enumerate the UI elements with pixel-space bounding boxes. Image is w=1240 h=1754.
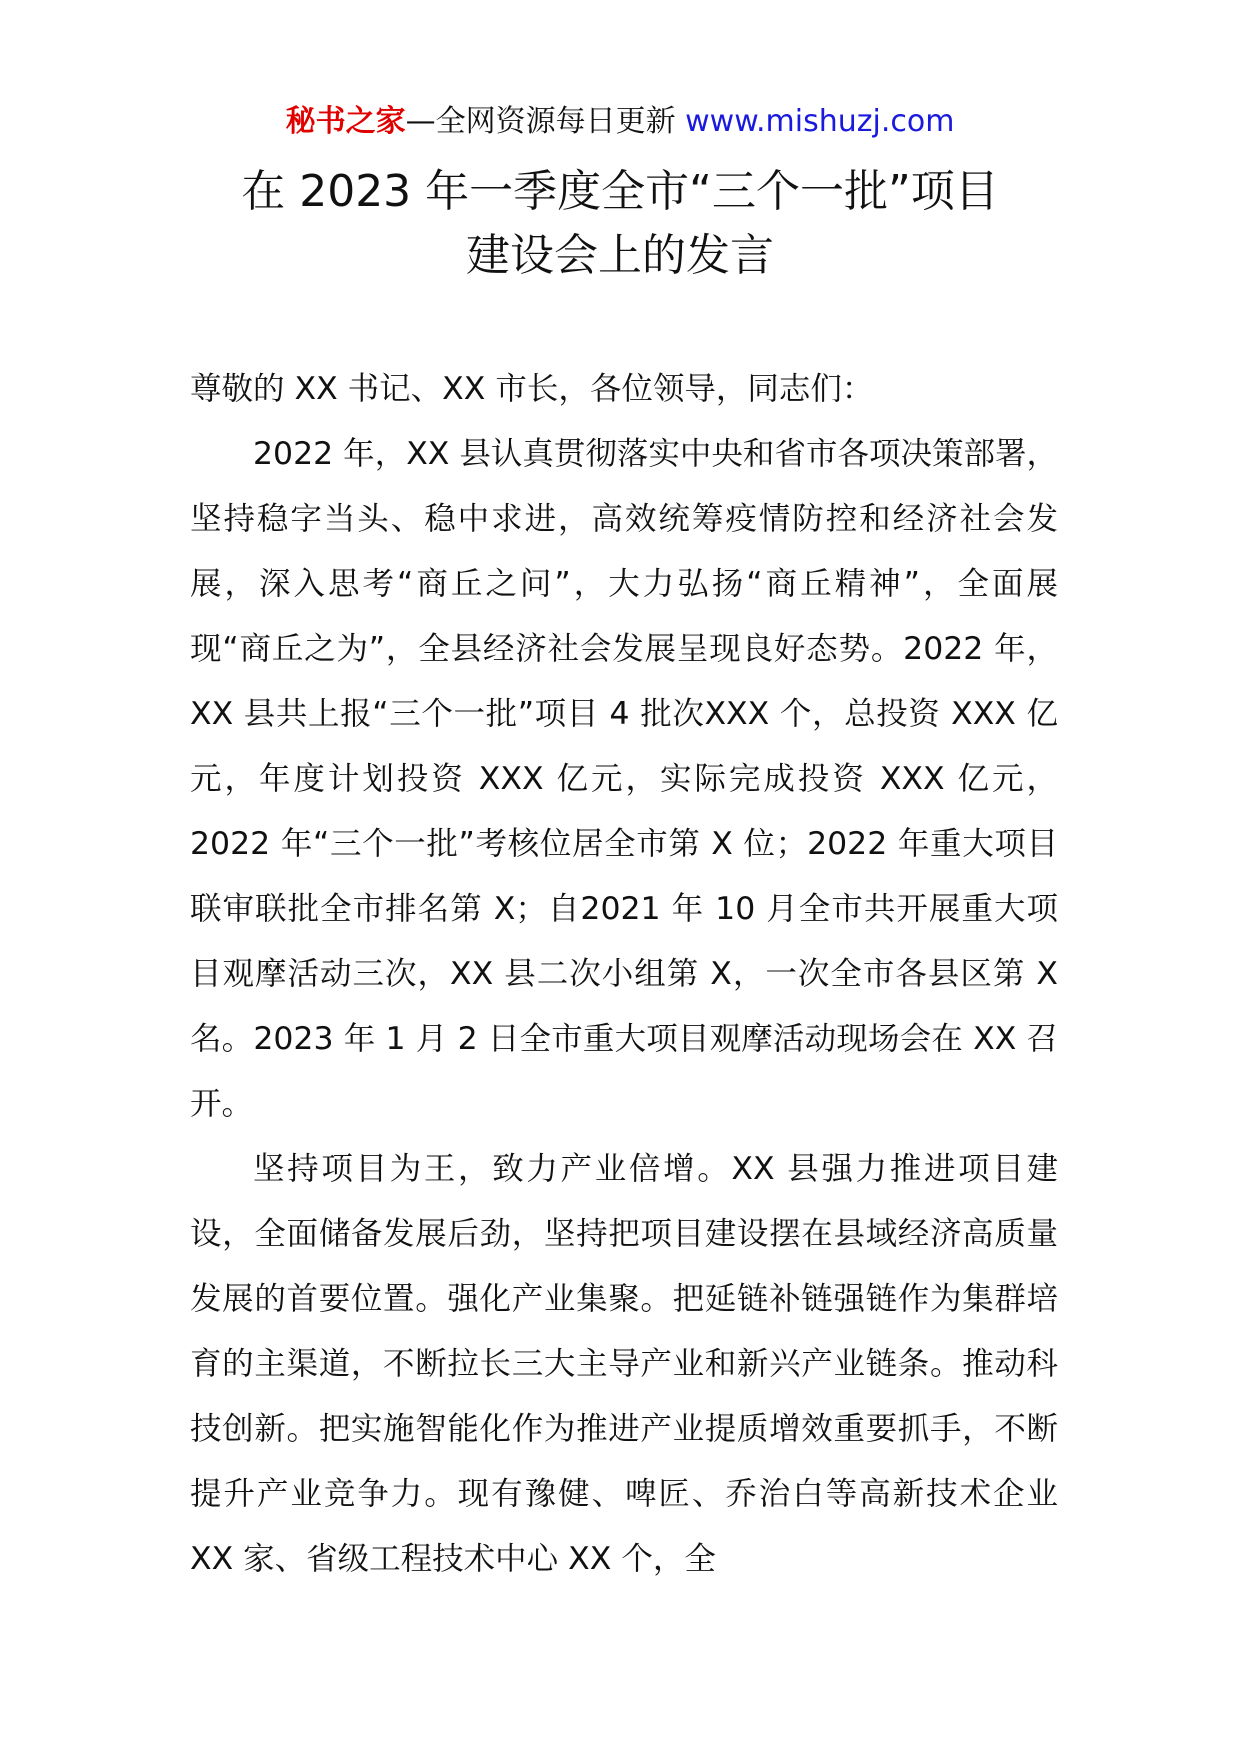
site-url-link[interactable]: www.mishuzj.com	[685, 104, 955, 139]
site-header	[0, 100, 1240, 144]
brand-name: 秘书之家	[285, 104, 406, 139]
body-paragraph: 坚持项目为王，致力产业倍增。XX 县强力推进项目建设，全面储备发展后劲，坚持把项目建设摆在县域经济高质量发展的首要位置。强化产业集聚。把延链补链强链作为集群培育的主渠道，不断拉长三大主导产业和新兴产业链条。推动科技创新。把实施智能化作为推进产业提质增效重要抓手，不断提升产业竞争力。现有豫健、啤匠、乔治白等高新技术企业 XX 家、省级工程技术中心 XX 个，全	[190, 1151, 1058, 1577]
title-line-2: 建设会上的发言	[466, 230, 774, 281]
title-line-1: 在 2023 年一季度全市“三个一批”项目	[241, 166, 999, 217]
greeting: 尊敬的 XX 书记、XX 市长，各位领导，同志们：	[190, 371, 874, 407]
header-tagline: —全网资源每日更新	[405, 104, 676, 139]
body-paragraph: 2022 年，XX 县认真贯彻落实中央和省市各项决策部署，坚持稳字当头、稳中求进，高效统筹疫情防控和经济社会发展，深入思考“商丘之问”，大力弘扬“商丘精神”，全面展现“商丘之为”，全县经济社会发展呈现良好态势。2022 年，XX 县共上报“三个一批”项目 4 批次XXX 个，总投资 XXX 亿元，年度计划投资 XXX 亿元，实际完成投资 XXX 亿元，2022 年“三个一批”考核位居全市第 X 位；2022 年重大项目联审联批全市排名第 X；自2021 年 10 月全市共开展重大项目观摩活动三次，XX 县二次小组第 X，一次全市各县区第 X 名。2023 年 1 月 2 日全市重大项目观摩活动现场会在 XX 召开。	[190, 436, 1058, 1122]
document-body	[190, 357, 1058, 1592]
document-title	[150, 160, 1090, 288]
